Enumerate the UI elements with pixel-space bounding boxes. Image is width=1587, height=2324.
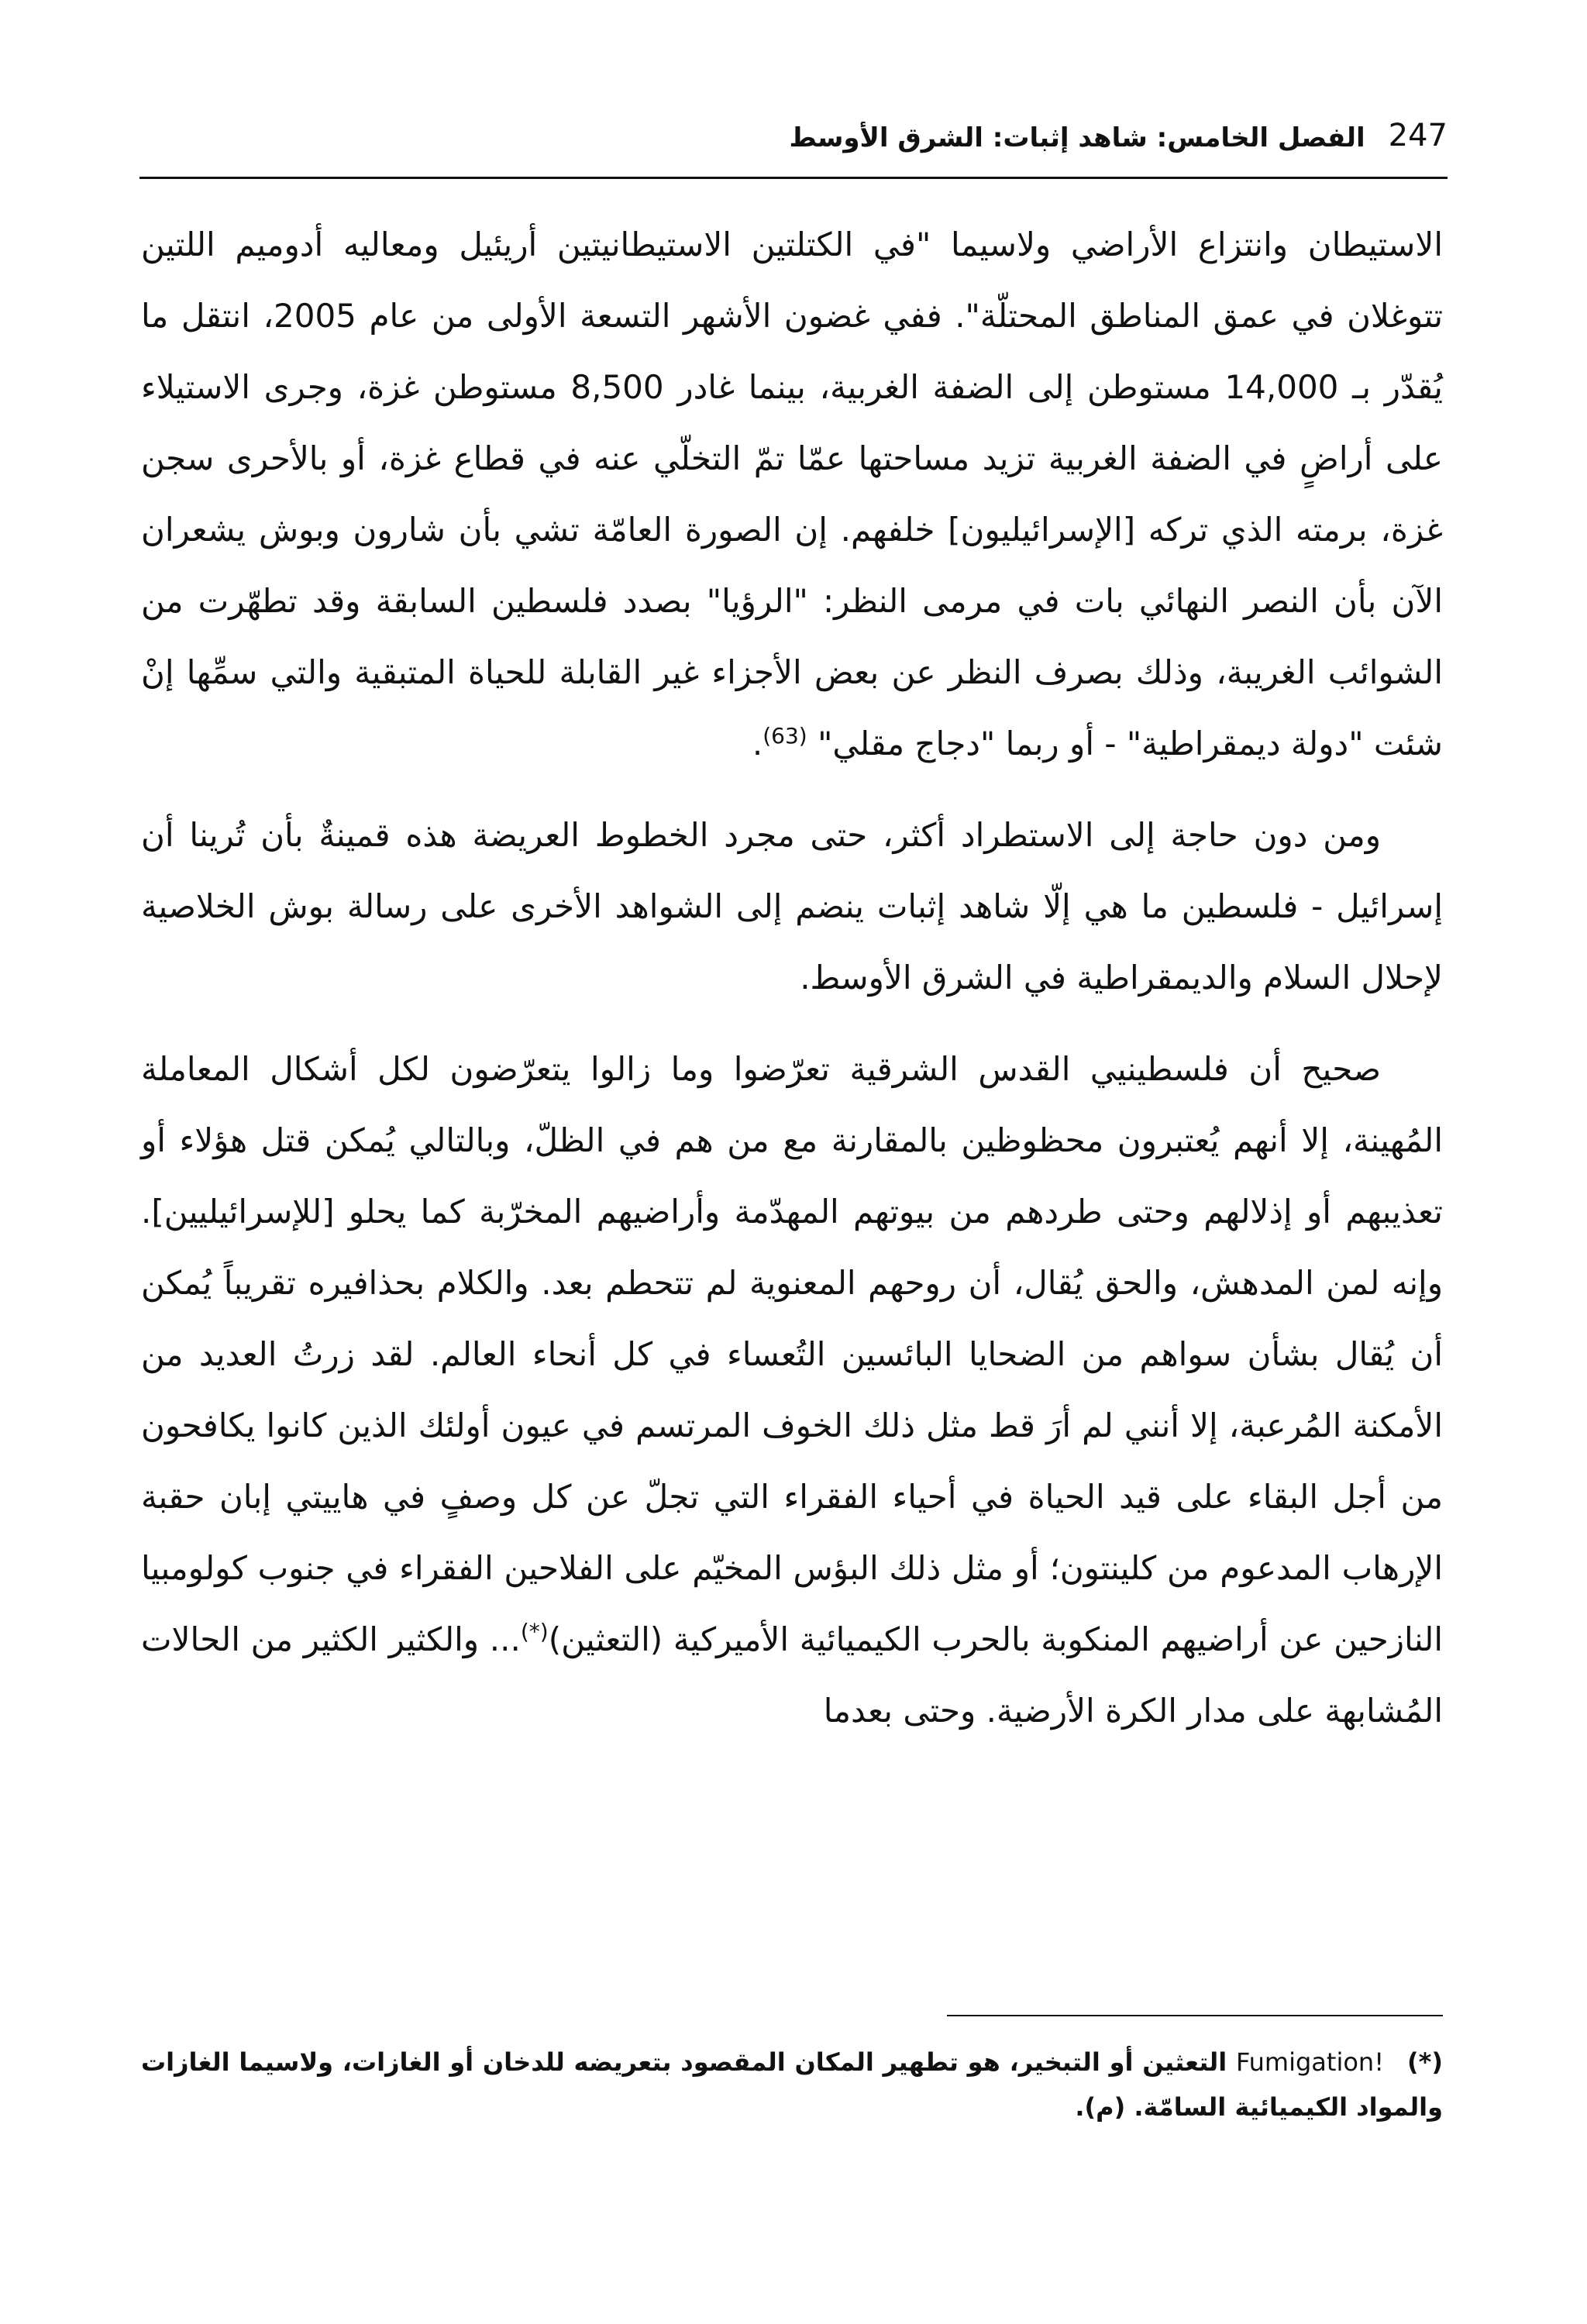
footnote-term: Fumigation! — [1235, 2047, 1385, 2077]
footnote-rule — [947, 2015, 1443, 2016]
paragraph-1-text: الاستيطان وانتزاع الأراضي ولاسيما "في الكتلتين الاستيطانيتين أريئيل ومعاليه أدوميم اللتين تتوغلان في عمق المناطق المحتلّة". ففي غضون الأشهر التسعة الأولى من عام 2005، انتقل ما يُقدّر بـ 14,000 مستوطن إلى الضفة الغربية، بينما غادر 8,500 مستوطن غزة، وجرى الاستيلاء على أراضٍ في الضفة الغربية تزيد مساحتها عمّا تمّ التخلّي عنه في قطاع غزة، أو بالأحرى سجن غزة، برمته الذي تركه [الإسرائيليون] خلفهم. إن الصورة العامّة تشي بأن شارون وبوش يشعران الآن بأن النصر النهائي بات في مرمى النظر: "الرؤيا" بصدد فلسطين السابقة وقد تطهّرت من الشوائب الغريبة، وذلك بصرف النظر عن بعض الأجزاء غير القابلة للحياة المتبقية والتي سمِّها إنْ شئت "دولة ديمقراطية" - أو ربما "دجاج مقلي" — [141, 226, 1444, 763]
paragraph-3-text-continued: ... والكثير الكثير من الحالات المُشابهة على مدار الكرة الأرضية. وحتى بعدما — [141, 1620, 1443, 1730]
paragraph-2-text: ومن دون حاجة إلى الاستطراد أكثر، حتى مجرد الخطوط العريضة هذه قمينةٌ بأن تُرينا أن إسرائيل - فلسطين ما هي إلّا شاهد إثبات ينضم إلى الشواهد الأخرى على رسالة بوش الخلاصية لإحلال السلام والديمقراطية في الشرق الأوسط. — [141, 816, 1443, 997]
page-header — [139, 99, 1448, 153]
footnote-marker: (*) — [1407, 2047, 1444, 2077]
paragraph-2 — [141, 800, 1443, 1014]
footnote — [141, 2040, 1443, 2129]
body-text — [141, 209, 1443, 1767]
endnote-reference-63: (63) — [763, 723, 807, 749]
running-title: الفصل الخامس: شاهد إثبات: الشرق الأوسط — [789, 122, 1365, 153]
header-rule — [139, 177, 1448, 179]
paragraph-1: الاستيطان وانتزاع الأراضي ولاسيما "في الكتلتين الاستيطانيتين أريئيل ومعاليه أدوميم اللتين تتوغلان في عمق المناطق المحتلّة". ففي غضون الأشهر التسعة الأولى من عام 2005، انتقل ما يُقدّر بـ 14,000 مستوطن إلى الضفة الغربية، بينما غادر 8,500 مستوطن غزة، وجرى الاستيلاء على أراضٍ في الضفة الغربية تزيد مساحتها عمّا تمّ التخلّي عنه في قطاع غزة، أو بالأحرى سجن غزة، برمته الذي تركه [الإسرائيليون] خلفهم. إن الصورة العامّة تشي بأن شارون وبوش يشعران الآن بأن النصر النهائي بات في مرمى النظر: "الرؤيا" بصدد فلسطين السابقة وقد تطهّرت من الشوائب الغريبة، وذلك بصرف النظر عن بعض الأجزاء غير القابلة للحياة المتبقية والتي سمِّها إنْ شئت "دولة ديمقراطية" - أو ربما "دجاج مقلي" $^{(63)}$. — [141, 226, 1444, 763]
paragraph-3-text: صحيح أن فلسطينيي القدس الشرقية تعرّضوا وما زالوا يتعرّضون لكل أشكال المعاملة المُهينة، إلا أنهم يُعتبرون محظوظين بالمقارنة مع من هم في الظلّ، وبالتالي يُمكن قتل هؤلاء أو تعذيبهم أو إذلالهم وحتى طردهم من بيوتهم المهدّمة وأراضيهم المخرّبة كما يحلو [للإسرائيليين]. وإنه لمن المدهش، والحق يُقال، أن روحهم المعنوية لم تتحطم بعد. والكلام بحذافيره تقريباً يُمكن أن يُقال بشأن سواهم من الضحايا البائسين التُعساء في كل أنحاء العالم. لقد زرتُ العديد من الأمكنة المُرعبة، إلا أنني لم أرَ قط مثل ذلك الخوف المرتسم في عيون أولئك الذين كانوا يكافحون من أجل البقاء على قيد الحياة في أحياء الفقراء التي تجلّ عن كل وصفٍ في هاييتي إبان حقبة الإرهاب المدعوم من كلينتون؛ أو مثل ذلك البؤس المخيّم على الفلاحين الفقراء في جنوب كولومبيا النازحين عن أراضيهم المنكوبة بالحرب الكيميائية الأميركية (التعثين) — [141, 1050, 1443, 1658]
page-number: 247 — [1388, 118, 1448, 153]
paragraph-3 — [141, 1034, 1443, 1747]
footnote-text: التعثين أو التبخير، هو تطهير المكان المقصود بتعريضه للدخان أو الغازات، ولاسيما الغازات والمواد الكيميائية السامّة. (م). — [141, 2047, 1443, 2122]
footnote-reference-asterisk: (*) — [520, 1619, 549, 1644]
